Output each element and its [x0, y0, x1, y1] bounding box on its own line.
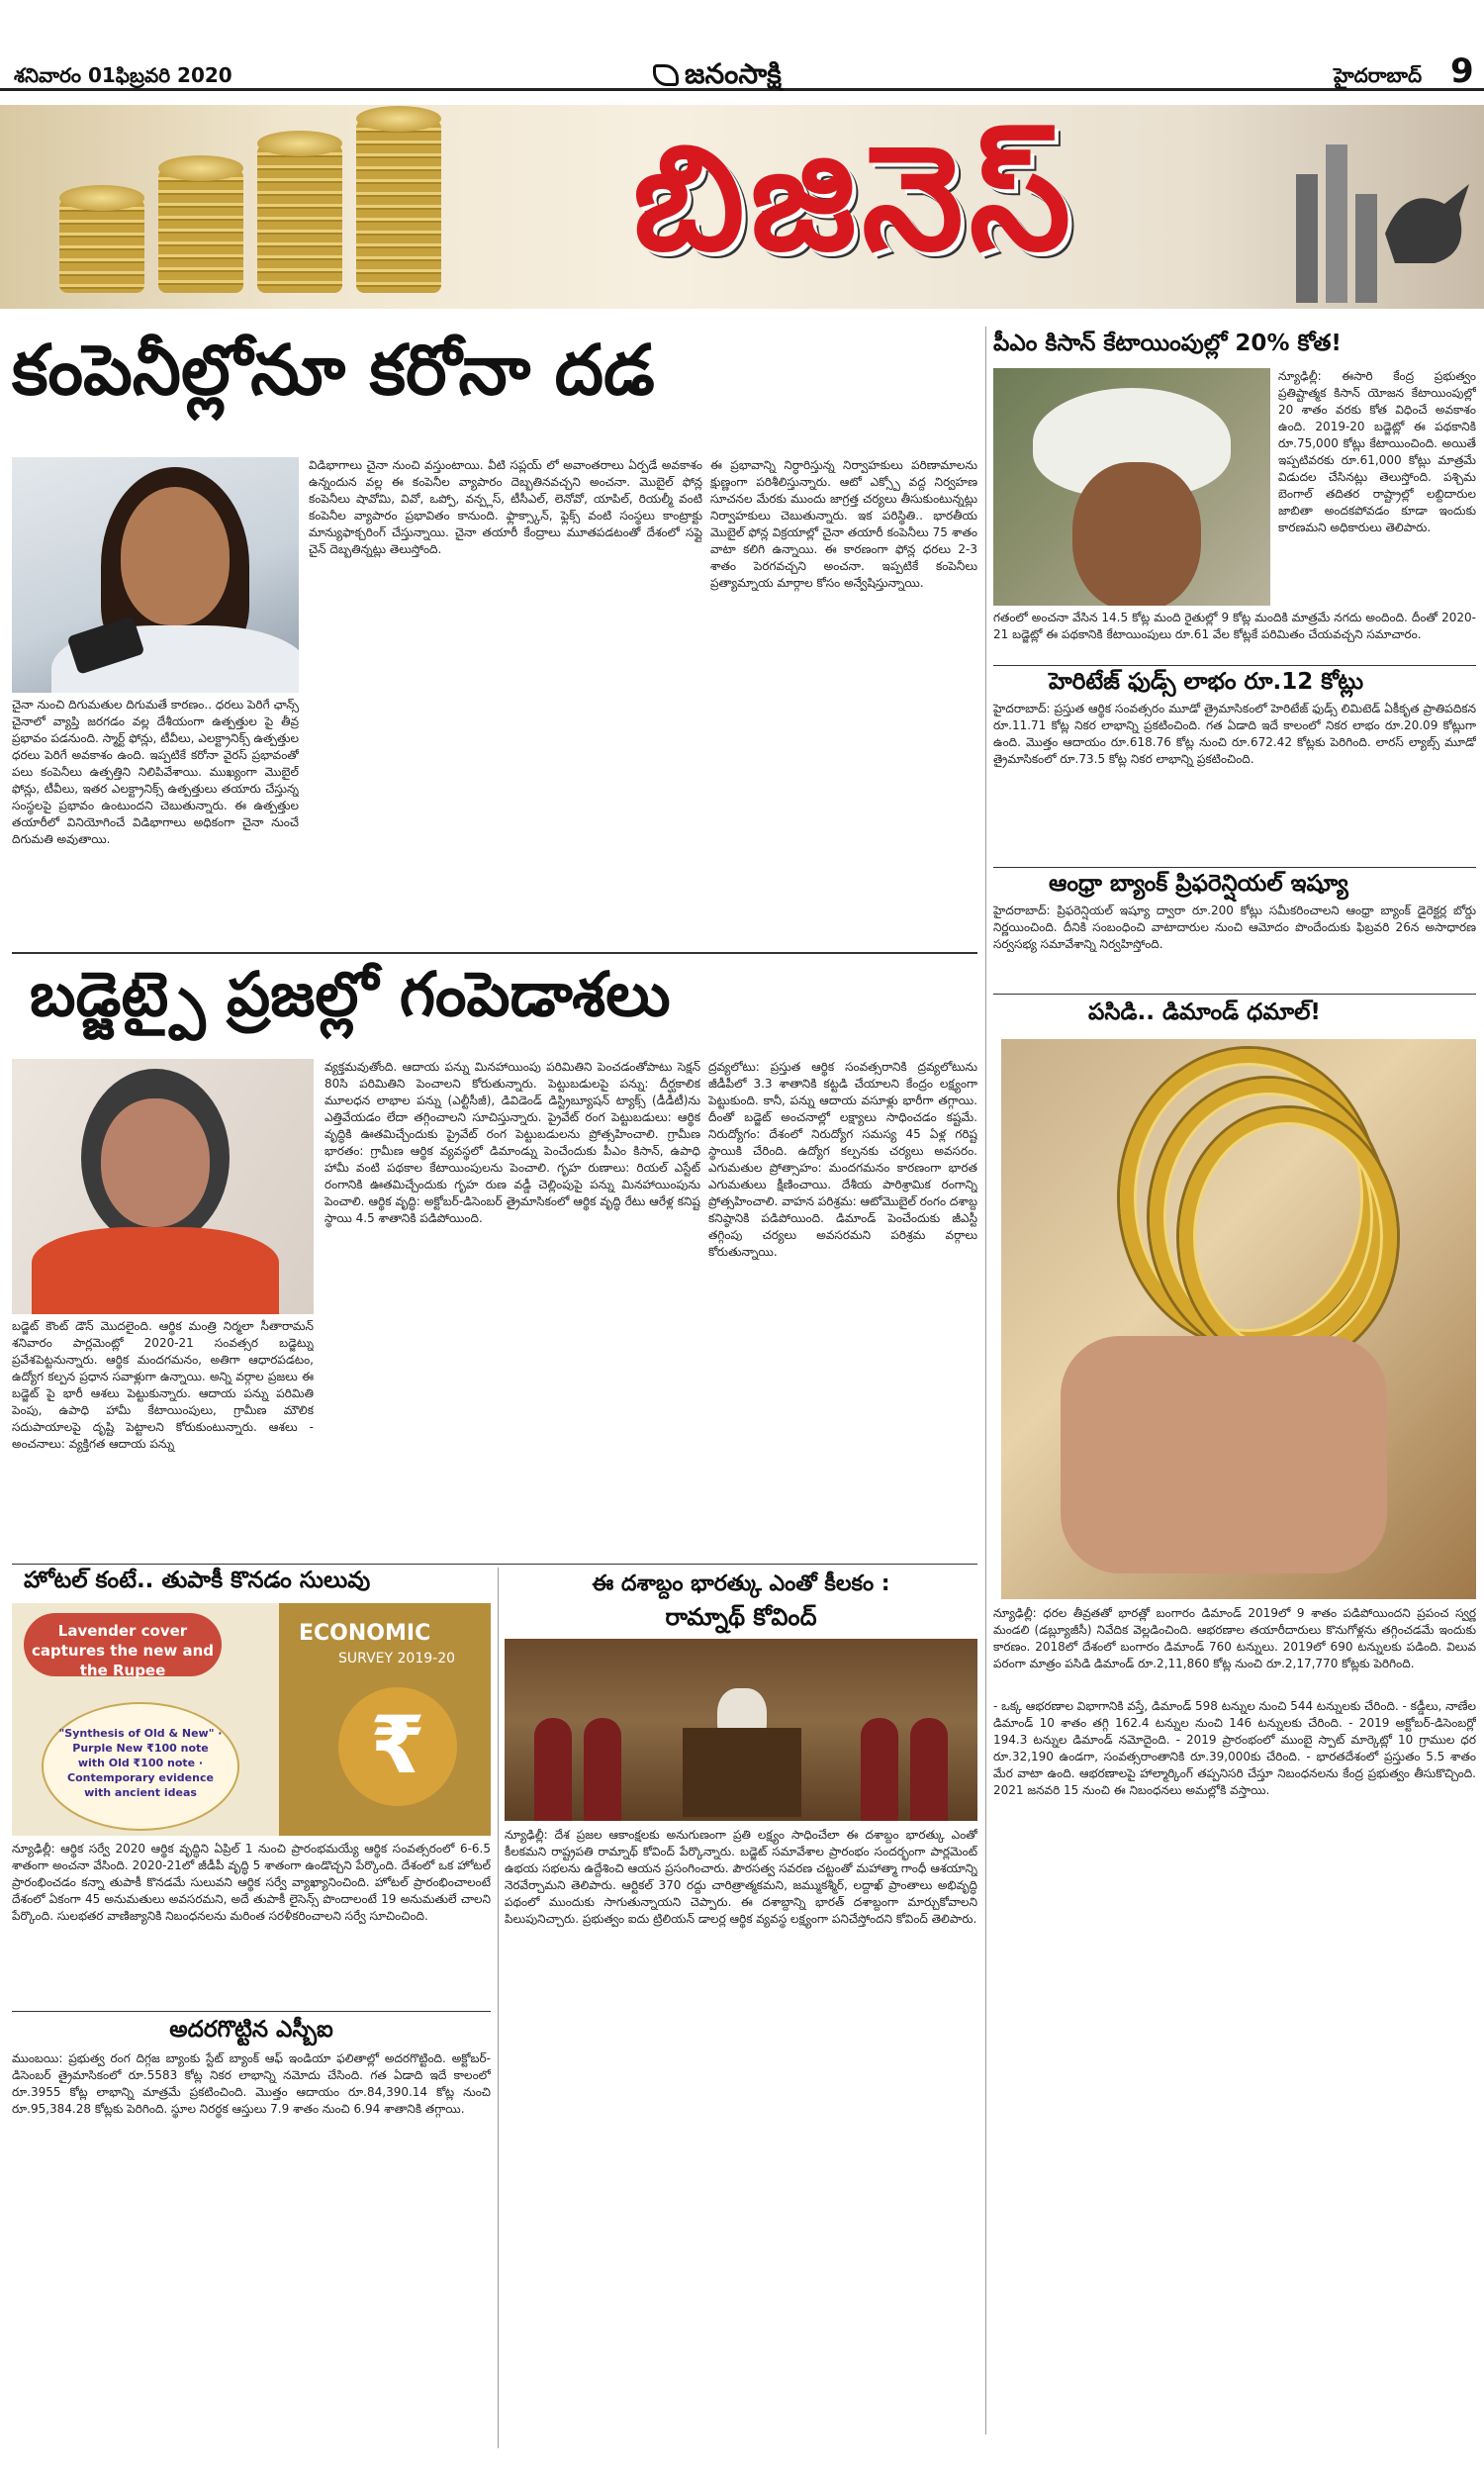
hotel-body: న్యూఢిల్లీ: ఆర్థిక సర్వే 2020 ఆర్థిక వృద్ధిని ఏప్రిల్ 1 నుంచి ప్రారంభమయ్యే ఆర్థిక సంవత్సరంలో 6-6.5 శాతంగా అంచనా వేసింది. 2020-21లో జీడీపీ వృద్ధి 5 శాతంగా ఉండొచ్చని పేర్కొంది. దేశంలో ఒక హోటల్ ప్రారంభించడం కన్నా తుపాకీ కొనడమే సులువని ఆర్థిక సర్వే వ్యాఖ్యానించింది. హోటల్ ప్రారంభించాలంటే దేశంలో ఏకంగా 45 అనుమతులు అవసరమని, అదే తుపాకీ లైసెన్స్ పొందాలంటే 19 అనుమతులే చాలని పేర్కొంది. సులభతర వాణిజ్యానికి నిబంధనలను మరింత సరళీకరించాలని సర్వే సూచించింది.	[12, 1842, 491, 1923]
heritage-headline: హెరిటేజ్ ఫుడ్స్ లాభం రూ.12 కోట్లు	[1049, 669, 1364, 695]
stock-bull-icon	[1286, 115, 1474, 303]
page-number: 9	[1450, 51, 1474, 91]
gold-bangles-photo	[1001, 1039, 1476, 1599]
newspaper-name: జనంసాక్షి	[685, 57, 782, 90]
section-rule	[12, 952, 977, 954]
guard-figure	[534, 1718, 572, 1821]
heritage-body: హైదరాబాద్: ప్రస్తుత ఆర్థిక సంవత్సరం మూడో త్రైమాసికంలో హెరిటేజ్ ఫుడ్స్ లిమిటెడ్ ఏకీకృత ప్రాతిపదికన రూ.11.71 కోట్ల నికర లాభాన్ని ప్రకటించింది. గత ఏడాది ఇదే కాలంలో నికర లాభం రూ.20.09 కోట్లుగా ఉంది. మొత్తం ఆదాయం రూ.618.76 కోట్ల నుంచి రూ.672.42 కోట్లకు పెరిగింది. లారస్ ల్యాబ్స్ మూడో త్రైమాసికంలో రూ.73.5 కోట్ల నికర లాభాన్ని ప్రకటించింది.	[993, 702, 1476, 766]
pm-kisan-body: న్యూఢిల్లీ: ఈసారి కేంద్ర ప్రభుత్వం ప్రతిష్టాత్మక కిసాన్ యోజన కేటాయింపుల్లో 20 శాతం వరకు కోత విధించే అవకాశం ఉంది. 2019-20 బడ్జెట్లో ఈ పథకానికి రూ.75,000 కోట్లు కేటాయించింది. అయితే ఇప్పటివరకు రూ.61,000 కోట్లు మాత్రమే విడుదల చేసినట్లు తెలుస్తోంది. పశ్చిమ బెంగాల్ తదితర రాష్ట్రాల్లో లబ్దిదారుల జాబితా అందకపోవడం కూడా ఇందుకు కారణమని అధికారులు తెలిపారు.	[1278, 369, 1476, 534]
section-rule	[12, 2011, 491, 2012]
kovind-headline-line1: ఈ దశాబ్దం భారత్కు ఎంతో కీలకం :	[592, 1571, 890, 1596]
column-divider	[498, 1568, 499, 2448]
page-header	[0, 0, 1484, 91]
pm-kisan-headline: పీఎం కిసాన్ కేటాయింపుల్లో 20% కోత!	[993, 331, 1342, 356]
guard-figure	[584, 1718, 621, 1821]
coin-stack	[257, 144, 342, 293]
photo-face	[1072, 462, 1201, 606]
photo-saree	[32, 1227, 279, 1314]
kovind-body: న్యూఢిల్లీ: దేశ ప్రజల ఆకాంక్షలకు అనుగుణంగా ప్రతి లక్ష్యం సాధించేలా ఈ దశాబ్దం భారత్కు ఎంతో కీలకమని రాష్ట్రపతి రామ్నాథ్ కోవింద్ పేర్కొన్నారు. బడ్జెట్ సమావేశాల ప్రారంభం సందర్భంగా పార్లమెంట్ ఉభయ సభలను ఉద్దేశించి ఆయన ప్రసంగించారు. పౌరసత్వ సవరణ చట్టంతో మహాత్మా గాంధీ ఆశయాన్ని నెరవేర్చామని తెలిపారు. ఆర్టికల్ 370 రద్దు చారిత్రాత్మకమని, జమ్ముకశ్మీర్, లద్దాఖ్ ప్రాంతాలు అభివృద్ధి పథంలో ముందుకు సాగుతున్నాయని చెప్పారు. ఈ దశాబ్దాన్ని భారత్ దశాబ్దంగా మార్చుకోవాలని పిలుపునిచ్చారు. ప్రభుత్వం ఐదు ట్రిలియన్ డాలర్ల ఆర్థిక వ్యవస్థ లక్ష్యంగా పనిచేస్తోందని కోవింద్ తెలిపారు.	[505, 1828, 977, 1926]
section-rule	[12, 1564, 977, 1565]
section-title: బిజినెస్	[633, 115, 1077, 283]
parliament-photo	[505, 1639, 977, 1821]
podium	[683, 1728, 801, 1817]
rupee-icon: ₹	[338, 1687, 457, 1806]
lavender-cover-caption: Lavender cover captures the new and the Rupee	[24, 1613, 222, 1676]
bangle	[1179, 1108, 1397, 1366]
photo-face	[101, 1098, 210, 1227]
sbi-body: ముంబయి: ప్రభుత్వ రంగ దిగ్గజ బ్యాంకు స్టేట్ బ్యాంక్ ఆఫ్ ఇండియా ఫలితాల్లో అదరగొట్టింది. అక్టోబర్-డిసెంబర్ త్రైమాసికంలో రూ.5583 కోట్ల నికర లాభాన్ని నమోదు చేసింది. గత ఏడాది ఇదే కాలంలో రూ.3955 కోట్ల లాభాన్ని మాత్రమే ప్రకటించింది. మొత్తం ఆదాయం రూ.84,390.14 కోట్ల నుంచి రూ.95,384.28 కోట్లకు పెరిగింది. స్థూల నిరర్థక ఆస్తులు 7.9 శాతం నుంచి 6.94 శాతానికి తగ్గాయి.	[12, 2051, 491, 2116]
coin-stack	[59, 199, 144, 293]
edition-date: శనివారం 01ఫిబ్రవరి 2020	[14, 63, 232, 87]
farmer-photo	[993, 368, 1270, 606]
hand	[1061, 1336, 1387, 1573]
budget-column-3: ద్రవ్యలోటు: ప్రస్తుత ఆర్థిక సంవత్సరానికి ద్రవ్యలోటును జీడీపీలో 3.3 శాతానికి కట్టడి చేయాలని కేంద్రం లక్ష్యంగా పెట్టుకుంది. కానీ, పన్ను ఆదాయ వసూళ్లు భారీగా తగ్గాయి. దీంతో బడ్జెట్ అంచనాల్లో లక్ష్యాలు సాధించడం కష్టమే. నిరుద్యోగం: దేశంలో నిరుద్యోగ సమస్య 45 ఏళ్ల గరిష్ట స్థాయికి చేరింది. ఉద్యోగ కల్పనకు చర్యలు అవసరం. ఎగుమతుల ప్రోత్సాహం: మందగమనం కారణంగా భారత ఎగుమతులు క్షీణించాయి. దేశీయ పారిశ్రామిక రంగాన్ని ప్రోత్సహించాలి. వాహన పరిశ్రమ: ఆటోమొబైల్ రంగం దశాబ్ద కనిష్ఠానికి పడిపోయింది. డిమాండ్ పెంచేందుకు జీఎస్టీ తగ్గింపు చర్యలు అవసరమని పరిశ్రమ వర్గాలు కోరుతున్నాయి.	[708, 1060, 977, 1259]
section-rule	[993, 994, 1476, 995]
kovind-headline-line2: రామ్నాథ్ కోవింద్	[665, 1603, 817, 1631]
finance-minister-photo	[12, 1059, 314, 1314]
andhra-bank-headline: ఆంధ్రా బ్యాంక్ ప్రిఫరెన్షియల్ ఇష్యూ	[1049, 871, 1348, 897]
survey-title: ECONOMIC	[299, 1621, 431, 1646]
lead-story-column-2: విడిభాగాలు చైనా నుంచి వస్తుంటాయి. వీటి సప్లయ్ లో అవాంతరాలు ఏర్పడే అవకాశం ఉన్నందున వల్ల ఈ కంపెనీల వ్యాపారం దెబ్బతినవచ్చని అంచనా. మొబైల్ ఫోన్ల కంపెనీలు షావోమి, వివో, ఒప్పో, వన్ప్లస్, టీసీఎల్, లెనోవో, యాపిల్, రియల్మీ వంటి కంపెనీల వ్యాపారం ప్రభావితం కానుంది. ఫ్లాక్స్కాన్, ఫ్లెక్స్ వంటి సంస్థలు కాంట్రాక్టు మాన్యుఫాక్చరింగ్ చేస్తున్నాయి. చైనా తయారీ కేంద్రాలు మూతపడటంతో దేశంలో సప్లై చైన్ దెబ్బతిన్నట్లు తెలుస్తోంది.	[309, 458, 702, 556]
gold-bullets: - ఒక్క ఆభరణాల విభాగానికి వస్తే, డిమాండ్ 598 టన్నుల నుంచి 544 టన్నులకు చేరింది. - కడ్డీలు, నాణేల డిమాండ్ 10 శాతం తగ్గి 162.4 టన్నుల నుంచి 146 టన్నులకు చేరింది. - 2019 అక్టోబర్-డిసెంబర్లో 194.3 టన్నుల డిమాండ్ నమోదైంది. - 2019 ప్రారంభంలో ముంబై స్పాట్ మార్కెట్లో 10 గ్రాముల ధర రూ.32,190 ఉండగా, సంవత్సరాంతానికి రూ.39,000కు చేరింది. - భారతదేశంలో ప్రస్తుతం 5.5 శాతం మేర వాటా ఉంది. ఆభరణాలపై హాల్మార్కింగ్ తప్పనిసరి చేస్తూ నిబంధనలను కేంద్ర ప్రభుత్వం తీసుకొచ్చింది. 2021 జనవరి 15 నుంచి ఈ నిబంధనలు అమల్లోకి వస్తాయి.	[993, 1699, 1476, 1797]
gold-headline: పసిడి.. డిమాండ్ ధమాల్!	[1088, 1000, 1321, 1025]
logo-mark-icon	[653, 64, 679, 86]
section-rule	[993, 867, 1476, 868]
edition-city: హైదరాబాద్	[1334, 63, 1423, 87]
synthesis-caption: "Synthesis of Old & New" · Purple New ₹100 note with Old ₹100 note · Contemporary evidence with ancient ideas	[42, 1702, 239, 1831]
budget-column-1: బడ్జెట్ కౌంట్ డౌన్ మొదలైంది. ఆర్థిక మంత్రి నిర్మలా సీతారామన్ శనివారం పార్లమెంట్లో 2020-21 సంవత్సర బడ్జెట్ను ప్రవేశపెట్టనున్నారు. ఆర్థిక మందగమనం, అతిగా ఆధారపడటం, ఉద్యోగ కల్పన ప్రధాన సవాళ్లుగా ఉన్నాయి. అన్ని వర్గాల ప్రజలు ఈ బడ్జెట్ పై భారీ ఆశలు పెట్టుకున్నారు. ఆదాయ పన్ను పరిమితి పెంపు, ఉపాధి హామీ కేటాయింపులు, గ్రామీణ మౌలిక సదుపాయాలపై దృష్టి పెట్టాలని కోరుకుంటున్నారు. ఆశలు - అంచనాలు: వ్యక్తిగత ఆదాయ పన్ను	[12, 1319, 314, 1451]
coin-stack	[356, 120, 441, 293]
section-banner	[0, 105, 1484, 309]
sbi-headline: అదరగొట్టిన ఎస్బీఐ	[169, 2017, 333, 2043]
economic-survey-image	[12, 1603, 491, 1836]
budget-headline: బడ్జెట్పై ప్రజల్లో గంపెడాశలు	[30, 958, 671, 1030]
andhra-bank-body: హైదరాబాద్: ప్రిఫరెన్షియల్ ఇష్యూ ద్వారా రూ.200 కోట్లు సమీకరించాలని ఆంధ్రా బ్యాంక్ డైరెక్టర్ల బోర్డు నిర్ణయించింది. దీనికి సంబంధించి వాటాదారుల నుంచి ఆమోదం పొందేందుకు ఫిబ్రవరి 26న అసాధారణ సర్వసభ్య సమావేశాన్ని నిర్వహిస్తోంది.	[993, 904, 1476, 951]
guard-figure	[910, 1718, 948, 1821]
newspaper-logo	[653, 57, 782, 97]
coin-stack	[158, 169, 243, 293]
lead-story-column-1: చైనా నుంచి దిగుమతుల దిగుమతే కారణం.. ధరలు పెరిగే ఛాన్స్ చైనాలో వ్యాప్తి జరగడం వల్ల దేశీయంగా ఉత్పత్తుల పై తీవ్ర ప్రభావం పడనుంది. స్మార్ట్ ఫోన్లు, టీవీలు, ఎలక్ట్రానిక్స్ ఉత్పత్తుల ధరలు పెరిగే అవకాశం ఉంది. ఇప్పటికే కరోనా వైరస్ ప్రభావంతో పలు కంపెనీలు ఉత్పత్తిని నిలిపివేశాయి. ముఖ్యంగా మొబైల్ ఫోన్లు, టీవీలు, ఇతర ఎలక్ట్రానిక్స్ ఉత్పత్తులు తయారు చేస్తున్న సంస్థలపై ప్రభావం ఉంటుందని చెబుతున్నారు. ఈ ఉత్పత్తుల తయారీలో వినియోగించే విడిభాగాలు అధికంగా చైనా నుంచే దిగుమతి అవుతాయి.	[12, 698, 299, 846]
budget-column-2: వ్యక్తమవుతోంది. ఆదాయ పన్ను మినహాయింపు పరిమితిని పెంచడంతోపాటు సెక్షన్ 80సి పరిమితిని పెంచాలని కోరుతున్నారు. పెట్టుబడులపై పన్ను: దీర్ఘకాలిక మూలధన లాభాల పన్ను (ఎల్టీసీజీ), డివిడెండ్ డిస్ట్రిబ్యూషన్ ట్యాక్స్ (డీడీటీ)ను ఎత్తివేయడం లేదా తగ్గించాలని సూచిస్తున్నారు. ప్రైవేట్ రంగ పెట్టుబడులు: ఆర్థిక వృద్ధికి ఊతమిచ్చేందుకు ప్రైవేట్ రంగ పెట్టుబడులను ప్రోత్సహించాలి. గ్రామీణ భారతం: గ్రామీణ ఆర్థిక వ్యవస్థలో డిమాండ్ను పెంచేందుకు పీఎం కిసాన్, ఉపాధి హామీ వంటి పథకాల కేటాయింపులను పెంచాలి. గృహ రుణాలు: రియల్ ఎస్టేట్ రంగానికి ఊతమిచ్చేందుకు గృహ రుణ వడ్డీ చెల్లింపుపై పన్ను మినహాయింపును పెంచాలి. ఆర్థిక వృద్ధి: అక్టోబర్-డిసెంబర్ త్రైమాసికంలో ఆర్థిక వృద్ధి రేటు ఆరేళ్ల కనిష్ట స్థాయి 4.5 శాతానికి పడిపోయింది.	[325, 1060, 700, 1225]
lead-story-column-3: ఈ ప్రభావాన్ని నిర్ధారిస్తున్న నిర్వాహకులు పరిణామాలను క్షుణ్ణంగా పరిశీలిస్తున్నారు. ఆటో ఎక్స్పో వద్ద నిర్వహణ సూచనల మేరకు ముందు జాగ్రత్త చర్యలు తీసుకుంటున్నట్లు నిర్వాహకులు చెబుతున్నారు. ఇక పరిస్థితి.. భారతీయ మొబైల్ ఫోన్ల విక్రయాల్లో చైనా తయారీ కంపెనీలు 75 శాతం వాటా కలిగి ఉన్నాయి. ఈ కారణంగా ఫోన్ల ధరలు 2-3 శాతం పెరగవచ్చని అంచనా. ఇప్పటికే కంపెనీలు ప్రత్యామ్నాయ మార్గాల కోసం అన్వేషిస్తున్నాయి.	[710, 458, 977, 590]
photo-face	[121, 487, 230, 625]
survey-subtitle: SURVEY 2019-20	[338, 1651, 456, 1666]
guard-figure	[861, 1718, 898, 1821]
section-rule	[993, 665, 1476, 666]
coin-stacks-image	[40, 115, 455, 303]
pm-kisan-footer: గతంలో అంచనా వేసిన 14.5 కోట్ల మంది రైతుల్లో 9 కోట్ల మందికి మాత్రమే నగదు అందింది. దీంతో 2020-21 బడ్జెట్లో ఈ పథకానికి కేటాయింపులు రూ.61 వేల కోట్లకే పరిమితం చేయవచ్చని సమాచారం.	[993, 611, 1476, 641]
gold-body: న్యూఢిల్లీ: ధరల తీవ్రతతో భారత్లో బంగారం డిమాండ్ 2019లో 9 శాతం పడిపోయిందని ప్రపంచ స్వర్ణ మండలి (డబ్ల్యూజీసీ) నివేదిక వెల్లడించింది. ఆభరణాల తయారీదారులు కొనుగోళ్లను తగ్గించడమే ఇందుకు కారణం. 2018లో దేశంలో బంగారం డిమాండ్ 760 టన్నులు. 2019లో 690 టన్నులకు పడింది. విలువ పరంగా మాత్రం పసిడి డిమాండ్ రూ.2,11,860 కోట్ల నుంచి రూ.2,17,770 కోట్లకు పెరిగింది.	[993, 1606, 1476, 1670]
column-divider	[985, 327, 986, 2434]
woman-phone-photo	[12, 457, 299, 693]
lead-headline: కంపెనీల్లోనూ కరోనా దడ	[12, 330, 655, 411]
hotel-headline: హోటల్ కంటే.. తుపాకీ కొనడం సులువు	[24, 1568, 371, 1593]
